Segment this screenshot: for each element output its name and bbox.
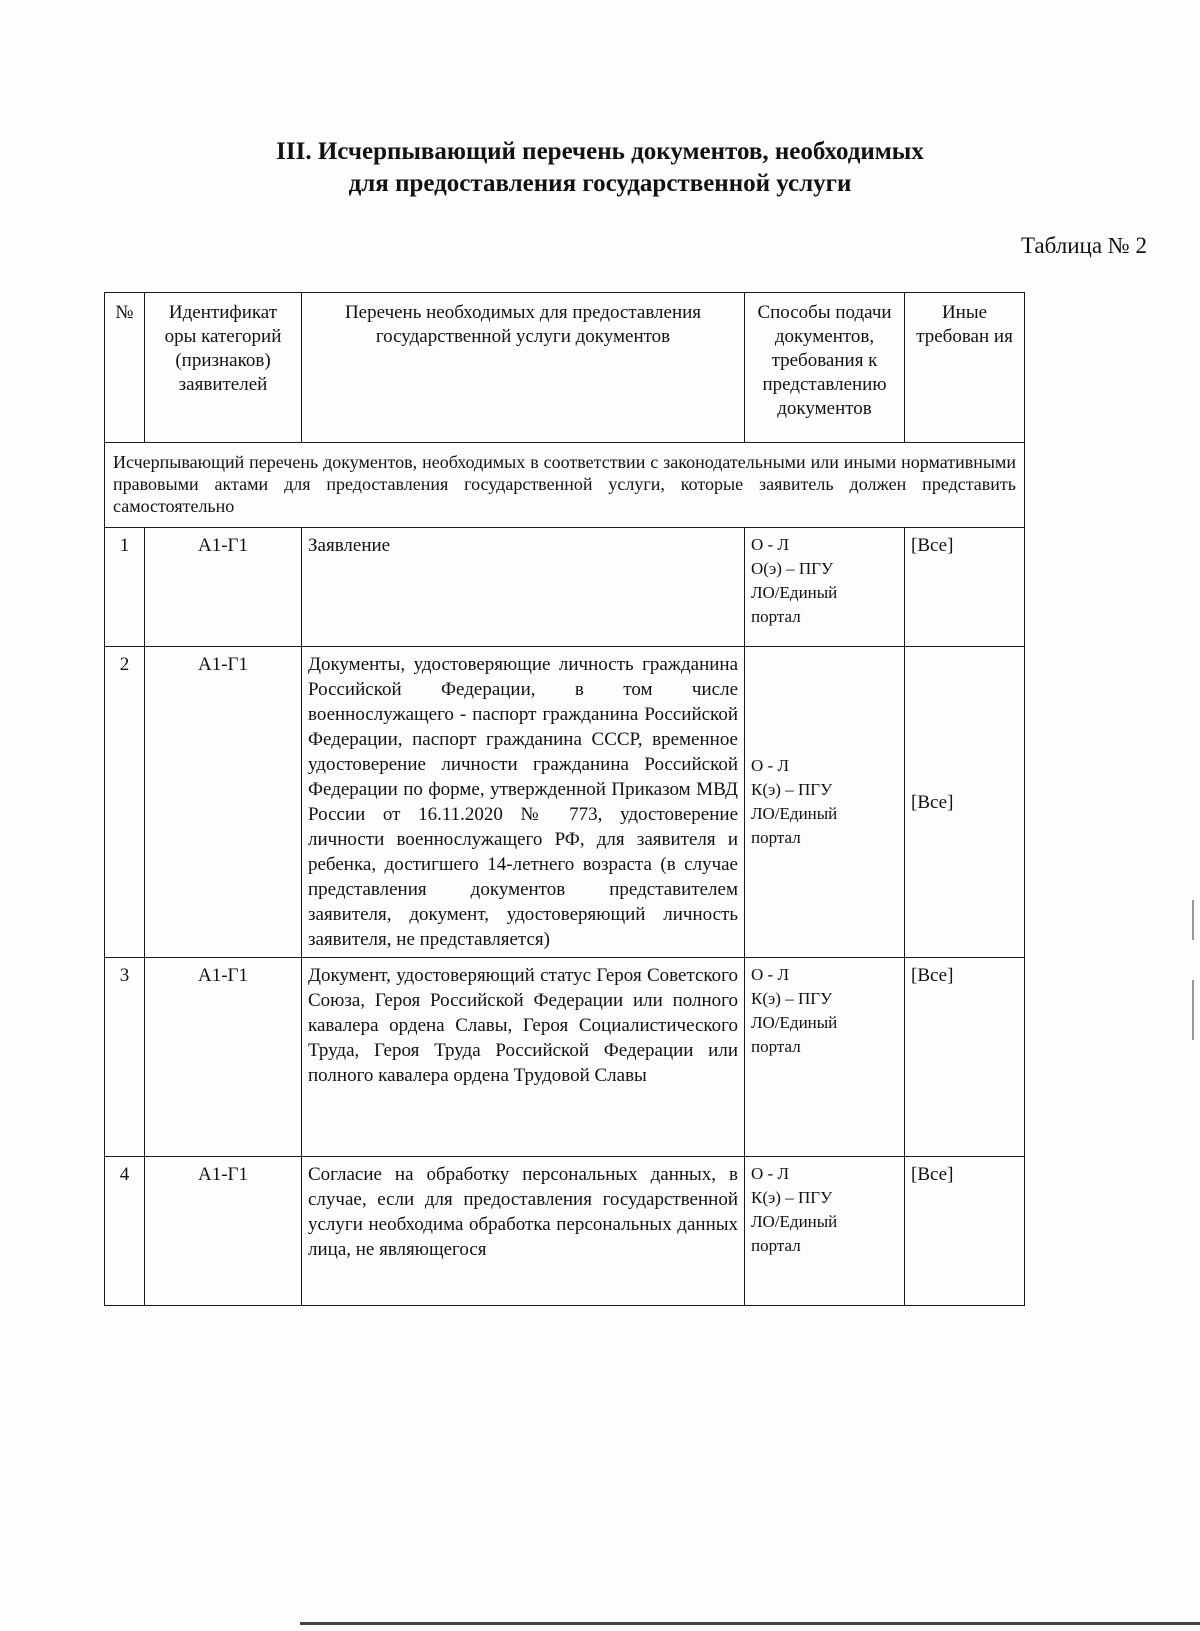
row-other: [Все] bbox=[905, 647, 1025, 958]
method-line: К(э) – ПГУ bbox=[751, 1188, 833, 1207]
table-row bbox=[105, 528, 1025, 647]
method-line: О(э) – ПГУ bbox=[751, 559, 834, 578]
row-methods bbox=[745, 1157, 905, 1306]
section-title-line-2: для предоставления государственной услуги bbox=[348, 170, 852, 197]
method-line: ЛО/Единый bbox=[751, 804, 838, 823]
method-line: О - Л bbox=[751, 1164, 789, 1183]
table-row bbox=[105, 1157, 1025, 1306]
row-identifier: А1-Г1 bbox=[145, 528, 302, 647]
section-heading-row bbox=[105, 443, 1025, 528]
section-title bbox=[150, 136, 1050, 200]
method-line: портал bbox=[751, 1236, 801, 1255]
scan-edge-mark bbox=[1192, 900, 1194, 940]
method-line: ЛО/Единый bbox=[751, 1212, 838, 1231]
row-document: Согласие на обработку персональных данных, в случае, если для предоставления государственной услуги необходима обработка персональных данных лица, не являющегося bbox=[302, 1157, 745, 1306]
row-other: [Все] bbox=[905, 1157, 1025, 1306]
method-line: ЛО/Единый bbox=[751, 1013, 838, 1032]
header-documents: Перечень необходимых для предоставления государственной услуги документов bbox=[302, 293, 745, 443]
table-row bbox=[105, 647, 1025, 958]
header-methods: Способы подачи документов, требования к представлению документов bbox=[745, 293, 905, 443]
header-identifiers: Идентификат оры категорий (признаков) заявителей bbox=[145, 293, 302, 443]
row-methods bbox=[745, 958, 905, 1157]
table-number: Таблица № 2 bbox=[1020, 233, 1147, 258]
table-header-row bbox=[105, 293, 1025, 443]
row-number: 1 bbox=[105, 528, 145, 647]
header-num: № bbox=[105, 293, 145, 443]
row-document: Документ, удостоверяющий статус Героя Советского Союза, Героя Российской Федерации или полного кавалера ордена Славы, Героя Социалистического Труда, Героя Труда Российской Федерации или полного кавалера ордена Трудовой Славы bbox=[302, 958, 745, 1157]
table-row bbox=[105, 958, 1025, 1157]
method-line: портал bbox=[751, 1037, 801, 1056]
row-identifier: А1-Г1 bbox=[145, 958, 302, 1157]
method-line: О - Л bbox=[751, 756, 789, 775]
scan-bottom-edge bbox=[300, 1622, 1200, 1625]
row-document: Документы, удостоверяющие личность гражданина Российской Федерации, в том числе военнослужащего - паспорт гражданина Российской Федерации, паспорт гражданина СССР, временное удостоверение личности гражданина Российской Федерации по форме, утвержденной Приказом МВД России от 16.11.2020 № 773, удостоверение личности военнослужащего РФ, для заявителя и ребенка, достигшего 14-летнего возраста (в случае представления документов представителем заявителя, документ, удостоверяющий личность заявителя, не представляется) bbox=[302, 647, 745, 958]
documents-table bbox=[104, 292, 1025, 1306]
row-number: 3 bbox=[105, 958, 145, 1157]
row-number: 4 bbox=[105, 1157, 145, 1306]
header-other: Иные требован ия bbox=[905, 293, 1025, 443]
row-document: Заявление bbox=[302, 528, 745, 647]
method-line: О - Л bbox=[751, 535, 789, 554]
method-line: О - Л bbox=[751, 965, 789, 984]
scan-edge-mark bbox=[1192, 980, 1194, 1040]
row-identifier: А1-Г1 bbox=[145, 647, 302, 958]
method-line: ЛО/Единый bbox=[751, 583, 838, 602]
method-line: портал bbox=[751, 828, 801, 847]
row-identifier: А1-Г1 bbox=[145, 1157, 302, 1306]
method-line: портал bbox=[751, 607, 801, 626]
row-methods bbox=[745, 647, 905, 958]
method-line: К(э) – ПГУ bbox=[751, 989, 833, 1008]
section-title-line-1: III. Исчерпывающий перечень документов, необходимых bbox=[276, 138, 924, 165]
method-line: К(э) – ПГУ bbox=[751, 780, 833, 799]
row-methods bbox=[745, 528, 905, 647]
row-other: [Все] bbox=[905, 958, 1025, 1157]
row-number: 2 bbox=[105, 647, 145, 958]
section-heading: Исчерпывающий перечень документов, необходимых в соответствии с законодательными или иными нормативными правовыми актами для предоставления государственной услуги, которые заявитель должен представить самостоятельно bbox=[105, 443, 1025, 528]
row-other: [Все] bbox=[905, 528, 1025, 647]
